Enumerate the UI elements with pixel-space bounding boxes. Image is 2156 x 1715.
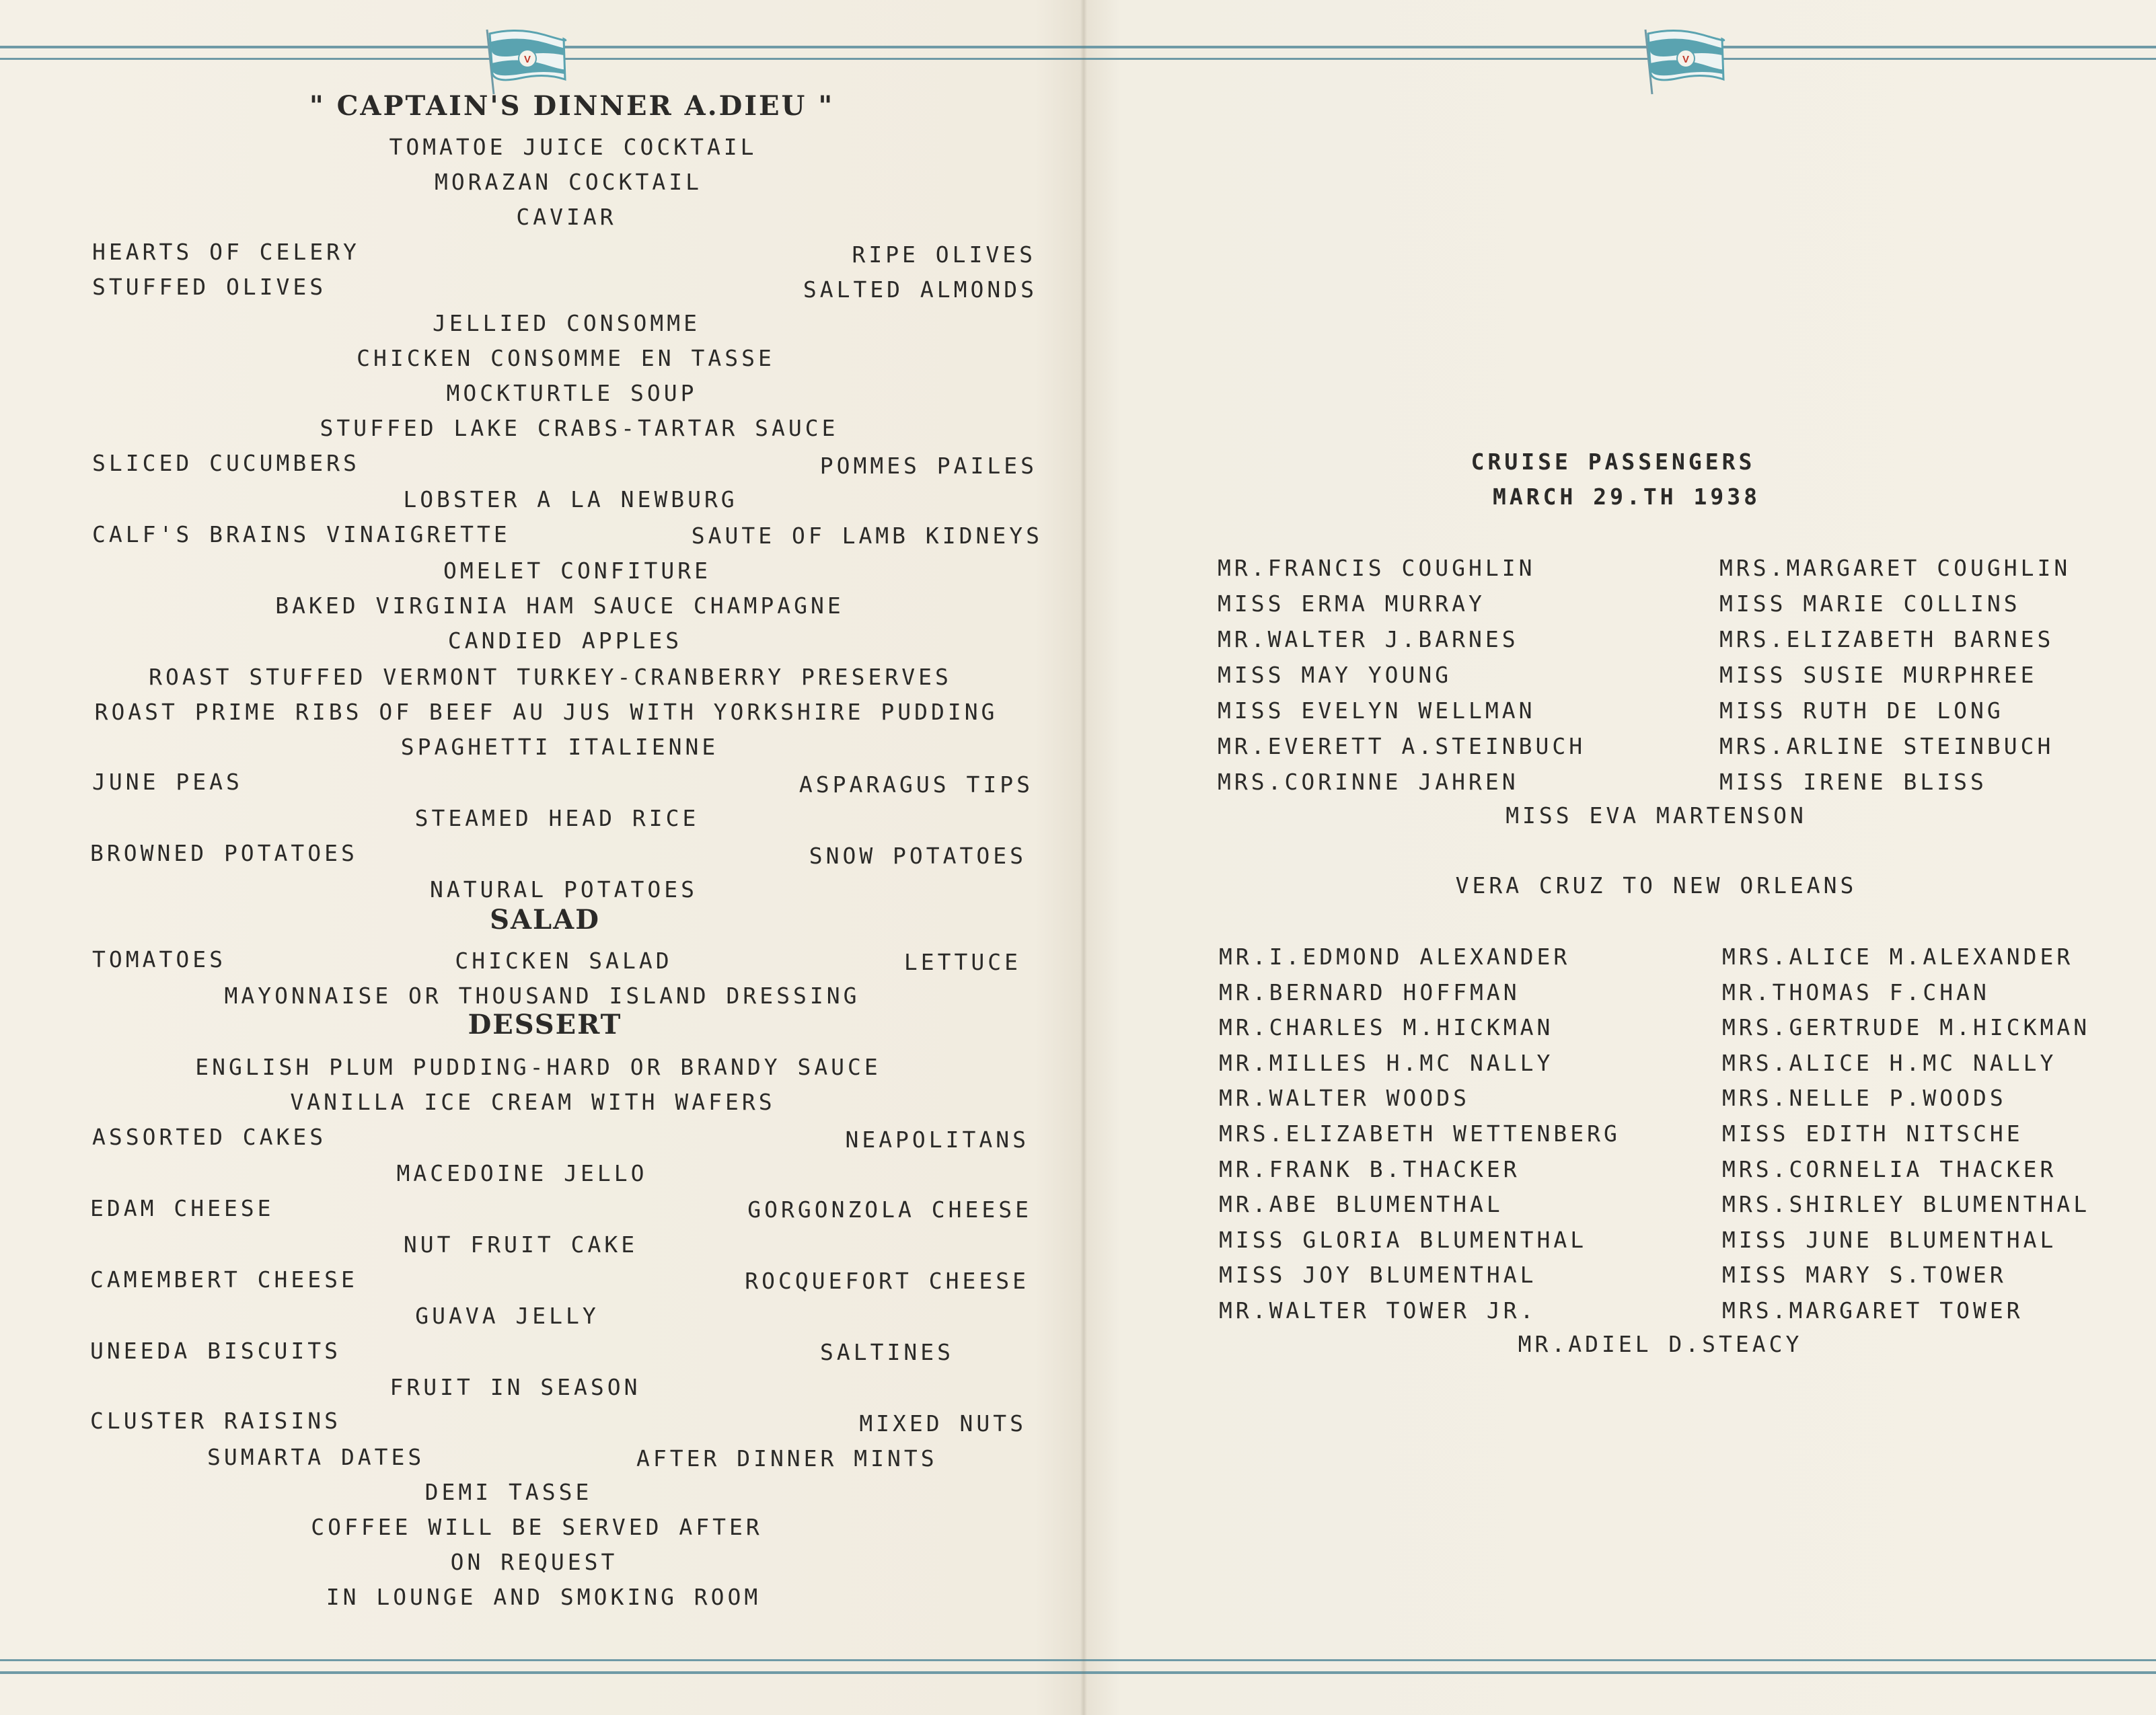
passenger-name: MR.FRANK B.THACKER	[1219, 1155, 1520, 1182]
menu-item: GORGONZOLA CHEESE	[747, 1196, 1032, 1223]
menu-item: MIXED NUTS	[859, 1410, 1027, 1437]
flag-icon	[1636, 24, 1730, 98]
menu-item: BROWNED POTATOES	[90, 840, 358, 866]
passenger-name: MISS JUNE BLUMENTHAL	[1722, 1226, 2057, 1253]
passenger-name: MRS.CORNELIA THACKER	[1722, 1155, 2057, 1182]
passenger-name: MISS EVELYN WELLMAN	[1218, 697, 1536, 724]
menu-item: CANDIED APPLES	[447, 627, 683, 654]
passenger-name: MR.WALTER TOWER JR.	[1219, 1297, 1537, 1324]
menu-item: GUAVA JELLY	[415, 1303, 599, 1329]
menu-item: SALTINES	[820, 1339, 954, 1365]
menu-item: MACEDOINE JELLO	[396, 1160, 648, 1186]
passenger-name: MR.FRANCIS COUGHLIN	[1218, 555, 1536, 581]
bottom-border-rule-inner	[0, 1659, 2156, 1661]
passenger-name: MR.MILLES H.MC NALLY	[1219, 1049, 1554, 1076]
menu-item: NATURAL POTATOES	[430, 876, 698, 903]
menu-item: SNOW POTATOES	[809, 843, 1027, 869]
route-heading: VERA CRUZ TO NEW ORLEANS	[1455, 872, 1857, 899]
passenger-name: MR.THOMAS F.CHAN	[1722, 979, 1990, 1005]
passenger-name: MISS GLORIA BLUMENTHAL	[1219, 1226, 1588, 1253]
passenger-name: MR.CHARLES M.HICKMAN	[1219, 1014, 1554, 1041]
menu-item: SALTED ALMONDS	[803, 276, 1037, 303]
passenger-name: MR.BERNARD HOFFMAN	[1219, 979, 1520, 1005]
menu-item: EDAM CHEESE	[90, 1195, 274, 1221]
svg-text:V: V	[523, 54, 531, 65]
passenger-name: MRS.MARGARET COUGHLIN	[1719, 555, 2071, 581]
menu-item: JUNE PEAS	[92, 769, 243, 795]
menu-item: HEARTS OF CELERY	[92, 239, 360, 265]
passenger-name: MRS.ALICE M.ALEXANDER	[1722, 944, 2074, 970]
menu-title: " CAPTAIN'S DINNER A.DIEU "	[309, 90, 835, 122]
menu-item: STUFFED OLIVES	[92, 274, 327, 300]
menu-item: AFTER DINNER MINTS	[636, 1445, 938, 1472]
menu-item: LETTUCE	[903, 949, 1021, 975]
menu-item: JELLIED CONSOMME	[433, 310, 700, 336]
menu-item: BAKED VIRGINIA HAM SAUCE CHAMPAGNE	[275, 593, 844, 619]
menu-item: CALF'S BRAINS VINAIGRETTE	[92, 521, 511, 547]
menu-item: CAVIAR	[516, 204, 617, 230]
menu-item: CLUSTER RAISINS	[90, 1408, 342, 1434]
passenger-name: MISS RUTH DE LONG	[1719, 697, 2004, 724]
passenger-name: MISS SUSIE MURPHREE	[1719, 662, 2038, 688]
menu-item: CHICKEN CONSOMME EN TASSE	[357, 345, 775, 371]
menu-item: MORAZAN COCKTAIL	[435, 169, 702, 195]
top-border-rule	[0, 46, 2156, 48]
menu-item: RIPE OLIVES	[852, 241, 1036, 268]
bottom-border-rule	[0, 1671, 2156, 1674]
passenger-name: MRS.GERTRUDE M.HICKMAN	[1722, 1014, 2091, 1041]
passenger-list-title: CRUISE PASSENGERS	[1471, 449, 1756, 475]
menu-item: MOCKTURTLE SOUP	[446, 380, 698, 406]
passenger-name: MRS.ELIZABETH BARNES	[1719, 626, 2054, 652]
passenger-name: MRS.CORINNE JAHREN	[1218, 769, 1519, 795]
menu-item: OMELET CONFITURE	[443, 558, 711, 584]
passenger-name: MISS IRENE BLISS	[1719, 769, 1987, 795]
menu-item: CHICKEN SALAD	[455, 948, 673, 974]
passenger-name: MRS.ALICE H.MC NALLY	[1722, 1049, 2057, 1076]
menu-item: SAUTE OF LAMB KIDNEYS	[691, 523, 1043, 549]
passenger-list-date: MARCH 29.TH 1938	[1493, 484, 1760, 510]
menu-item: POMMES PAILES	[819, 453, 1037, 479]
passenger-name: MR.WALTER WOODS	[1219, 1085, 1471, 1112]
passenger-name: MRS.NELLE P.WOODS	[1722, 1085, 2007, 1112]
menu-item: ASSORTED CAKES	[92, 1124, 327, 1150]
passenger-name: MISS MARIE COLLINS	[1719, 590, 2021, 617]
passenger-name: MR.I.EDMOND ALEXANDER	[1219, 944, 1571, 970]
passenger-name: MR.ADIEL D.STEACY	[1518, 1331, 1803, 1357]
menu-item: NEAPOLITANS	[845, 1127, 1029, 1153]
menu-item: MAYONNAISE OR THOUSAND ISLAND DRESSING	[224, 983, 860, 1009]
menu-item: UNEEDA BISCUITS	[90, 1338, 342, 1364]
menu-item: ON REQUEST	[450, 1549, 618, 1575]
menu-item: FRUIT IN SEASON	[389, 1374, 641, 1400]
passenger-name: MRS.ELIZABETH WETTENBERG	[1219, 1120, 1621, 1147]
flag-icon	[478, 24, 572, 98]
menu-item: ENGLISH PLUM PUDDING-HARD OR BRANDY SAUCE	[195, 1054, 881, 1080]
menu-item: DEMI TASSE	[424, 1479, 593, 1505]
menu-item: VANILLA ICE CREAM WITH WAFERS	[290, 1089, 776, 1115]
svg-text:V: V	[1682, 54, 1690, 65]
passenger-name: MRS.MARGARET TOWER	[1722, 1297, 2023, 1324]
menu-item: ROAST STUFFED VERMONT TURKEY-CRANBERRY PRESERVES	[149, 664, 952, 690]
passenger-name: MR.ABE BLUMENTHAL	[1219, 1191, 1503, 1218]
menu-item: TOMATOE JUICE COCKTAIL	[389, 134, 757, 160]
passenger-name: MISS MAY YOUNG	[1218, 662, 1452, 688]
menu-item: STEAMED HEAD RICE	[414, 805, 700, 831]
menu-item: SLICED CUCUMBERS	[92, 450, 360, 476]
passenger-name: MISS EVA MARTENSON	[1506, 802, 1807, 829]
center-fold	[1080, 0, 1087, 1715]
menu-item: STUFFED LAKE CRABS-TARTAR SAUCE	[320, 415, 839, 441]
menu-item: ASPARAGUS TIPS	[798, 771, 1033, 798]
menu-item: TOMATOES	[92, 946, 226, 973]
menu-item: SUMARTA DATES	[207, 1444, 425, 1470]
section-heading-salad: SALAD	[490, 904, 600, 936]
menu-item: LOBSTER A LA NEWBURG	[403, 486, 738, 512]
top-border-rule-inner	[0, 58, 2156, 60]
menu-item: SPAGHETTI ITALIENNE	[400, 734, 719, 760]
menu-item: ROCQUEFORT CHEESE	[745, 1268, 1029, 1294]
menu-item: COFFEE WILL BE SERVED AFTER	[311, 1514, 763, 1540]
passenger-name: MISS EDITH NITSCHE	[1722, 1120, 2023, 1147]
menu-item: ROAST PRIME RIBS OF BEEF AU JUS WITH YORKSHIRE PUDDING	[94, 699, 998, 725]
passenger-name: MISS MARY S.TOWER	[1722, 1262, 2007, 1289]
passenger-name: MISS ERMA MURRAY	[1218, 590, 1485, 617]
section-heading-dessert: DESSERT	[468, 1009, 622, 1040]
menu-item: NUT FRUIT CAKE	[403, 1231, 638, 1258]
passenger-name: MRS.SHIRLEY BLUMENTHAL	[1722, 1191, 2091, 1218]
passenger-name: MR.EVERETT A.STEINBUCH	[1218, 733, 1586, 759]
passenger-name: MRS.ARLINE STEINBUCH	[1719, 733, 2054, 759]
passenger-name: MR.WALTER J.BARNES	[1218, 626, 1519, 652]
menu-item: IN LOUNGE AND SMOKING ROOM	[326, 1584, 761, 1610]
menu-item: CAMEMBERT CHEESE	[90, 1266, 358, 1293]
passenger-name: MISS JOY BLUMENTHAL	[1219, 1262, 1537, 1289]
